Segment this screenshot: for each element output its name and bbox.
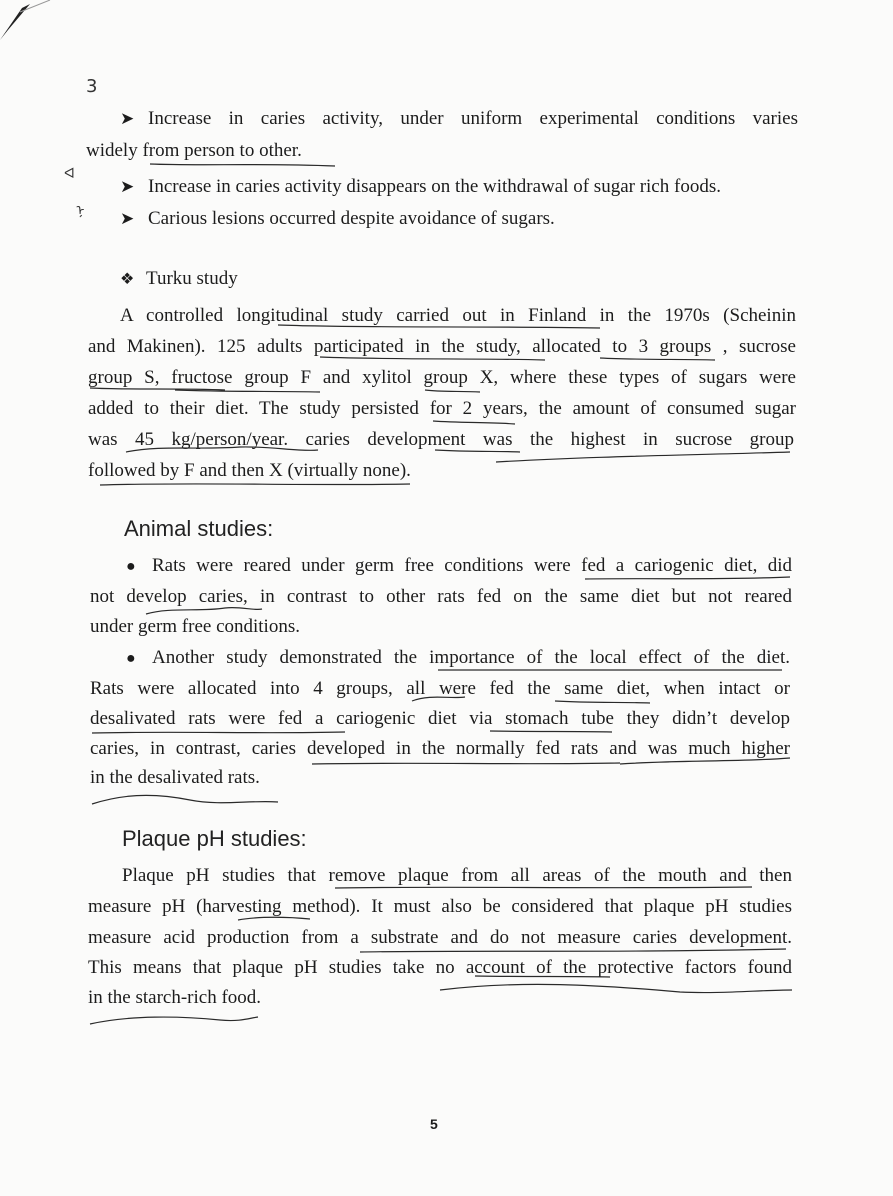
paragraph-line: under germ free conditions. <box>90 616 300 637</box>
diamond-bullet-icon: ❖ <box>120 271 135 288</box>
paragraph-line: caries, in contrast, caries developed in the normally fed rats and was much higher <box>90 738 790 759</box>
underline <box>440 984 792 992</box>
paragraph-line: This means that plaque pH studies take no account of the protective factors found <box>88 957 792 978</box>
underline <box>312 763 620 764</box>
paragraph-line: desalivated rats were fed a cariogenic diet via stomach tube they didn’t develop <box>90 708 790 729</box>
paragraph-line: followed by F and then X (virtually none). <box>88 460 411 481</box>
underline <box>490 731 612 732</box>
bullet-dot-icon: ● <box>126 650 136 667</box>
paragraph-line: and Makinen). 125 adults participated in the study, allocated to 3 groups , sucrose <box>88 336 796 357</box>
underline <box>425 390 480 392</box>
arrow-bullet-icon: ➤ <box>120 209 135 228</box>
paragraph-line: measure acid production from a substrate and do not measure caries development. <box>88 927 792 948</box>
bullet-item-line: ➤ Carious lesions occurred despite avoidance of sugars. <box>120 208 555 229</box>
paragraph-line: was 45 kg/person/year. caries development was the highest in sucrose group <box>88 429 794 450</box>
section-heading-animal: Animal studies: <box>124 516 274 541</box>
underline <box>496 452 790 462</box>
underline <box>92 732 345 733</box>
paragraph-line: group S, fructose group F and xylitol group X, where these types of sugars were <box>88 367 796 388</box>
underline <box>555 701 650 703</box>
underline <box>100 484 410 485</box>
bullet-item-line: ➤ Increase in caries activity disappears on the withdrawal of sugar rich foods. <box>120 176 721 197</box>
underline <box>92 795 278 804</box>
paragraph-line: Rats were allocated into 4 groups, all were fed the same diet, when intact or <box>90 678 790 699</box>
underline <box>600 358 715 360</box>
paragraph-line: in the starch-rich food. <box>88 987 262 1008</box>
paragraph-line: in the desalivated rats. <box>90 767 260 788</box>
paragraph-line: Plaque pH studies that remove plaque from all areas of the mouth and then <box>122 865 792 886</box>
paragraph-line: A controlled longitudinal study carried out in Finland in the 1970s (Scheinin <box>120 305 796 326</box>
paragraph-line: ● Rats were reared under germ free conditions were fed a cariogenic diet, did <box>126 555 792 576</box>
underline <box>146 608 262 614</box>
underline <box>433 421 515 424</box>
arrow-bullet-icon: ➤ <box>120 177 135 196</box>
underline <box>150 164 335 166</box>
section-heading-plaque: Plaque pH studies: <box>122 826 307 851</box>
paragraph-line: added to their diet. The study persisted for 2 years, the amount of consumed sugar <box>88 398 796 419</box>
handwritten-number-mark: 3 <box>86 76 98 97</box>
bullet-item-line: ➤ Increase in caries activity, under uniform experimental conditions varies <box>120 108 798 129</box>
handwritten-margin-mark: ᐊ <box>64 166 75 182</box>
bullet-dot-icon: ● <box>126 558 136 575</box>
underline <box>360 949 786 952</box>
paragraph-line: not develop caries, in contrast to other rats fed on the same diet but not reared <box>90 586 792 607</box>
arrow-bullet-icon: ➤ <box>120 109 135 128</box>
paragraph-line: measure pH (harvesting method). It must also be considered that plaque pH studies <box>88 896 792 917</box>
underline <box>90 1017 258 1024</box>
paragraph-line: ● Another study demonstrated the importance of the local effect of the diet. <box>126 647 790 668</box>
underline <box>175 390 320 392</box>
underline <box>335 887 752 888</box>
bullet-item-line: widely from person to other. <box>86 140 302 161</box>
scan-corner-mark <box>0 0 70 50</box>
section-title-turku: ❖ Turku study <box>120 268 238 289</box>
page-number: 5 <box>430 1116 438 1132</box>
handwritten-margin-mark: ᠨ <box>76 203 85 219</box>
